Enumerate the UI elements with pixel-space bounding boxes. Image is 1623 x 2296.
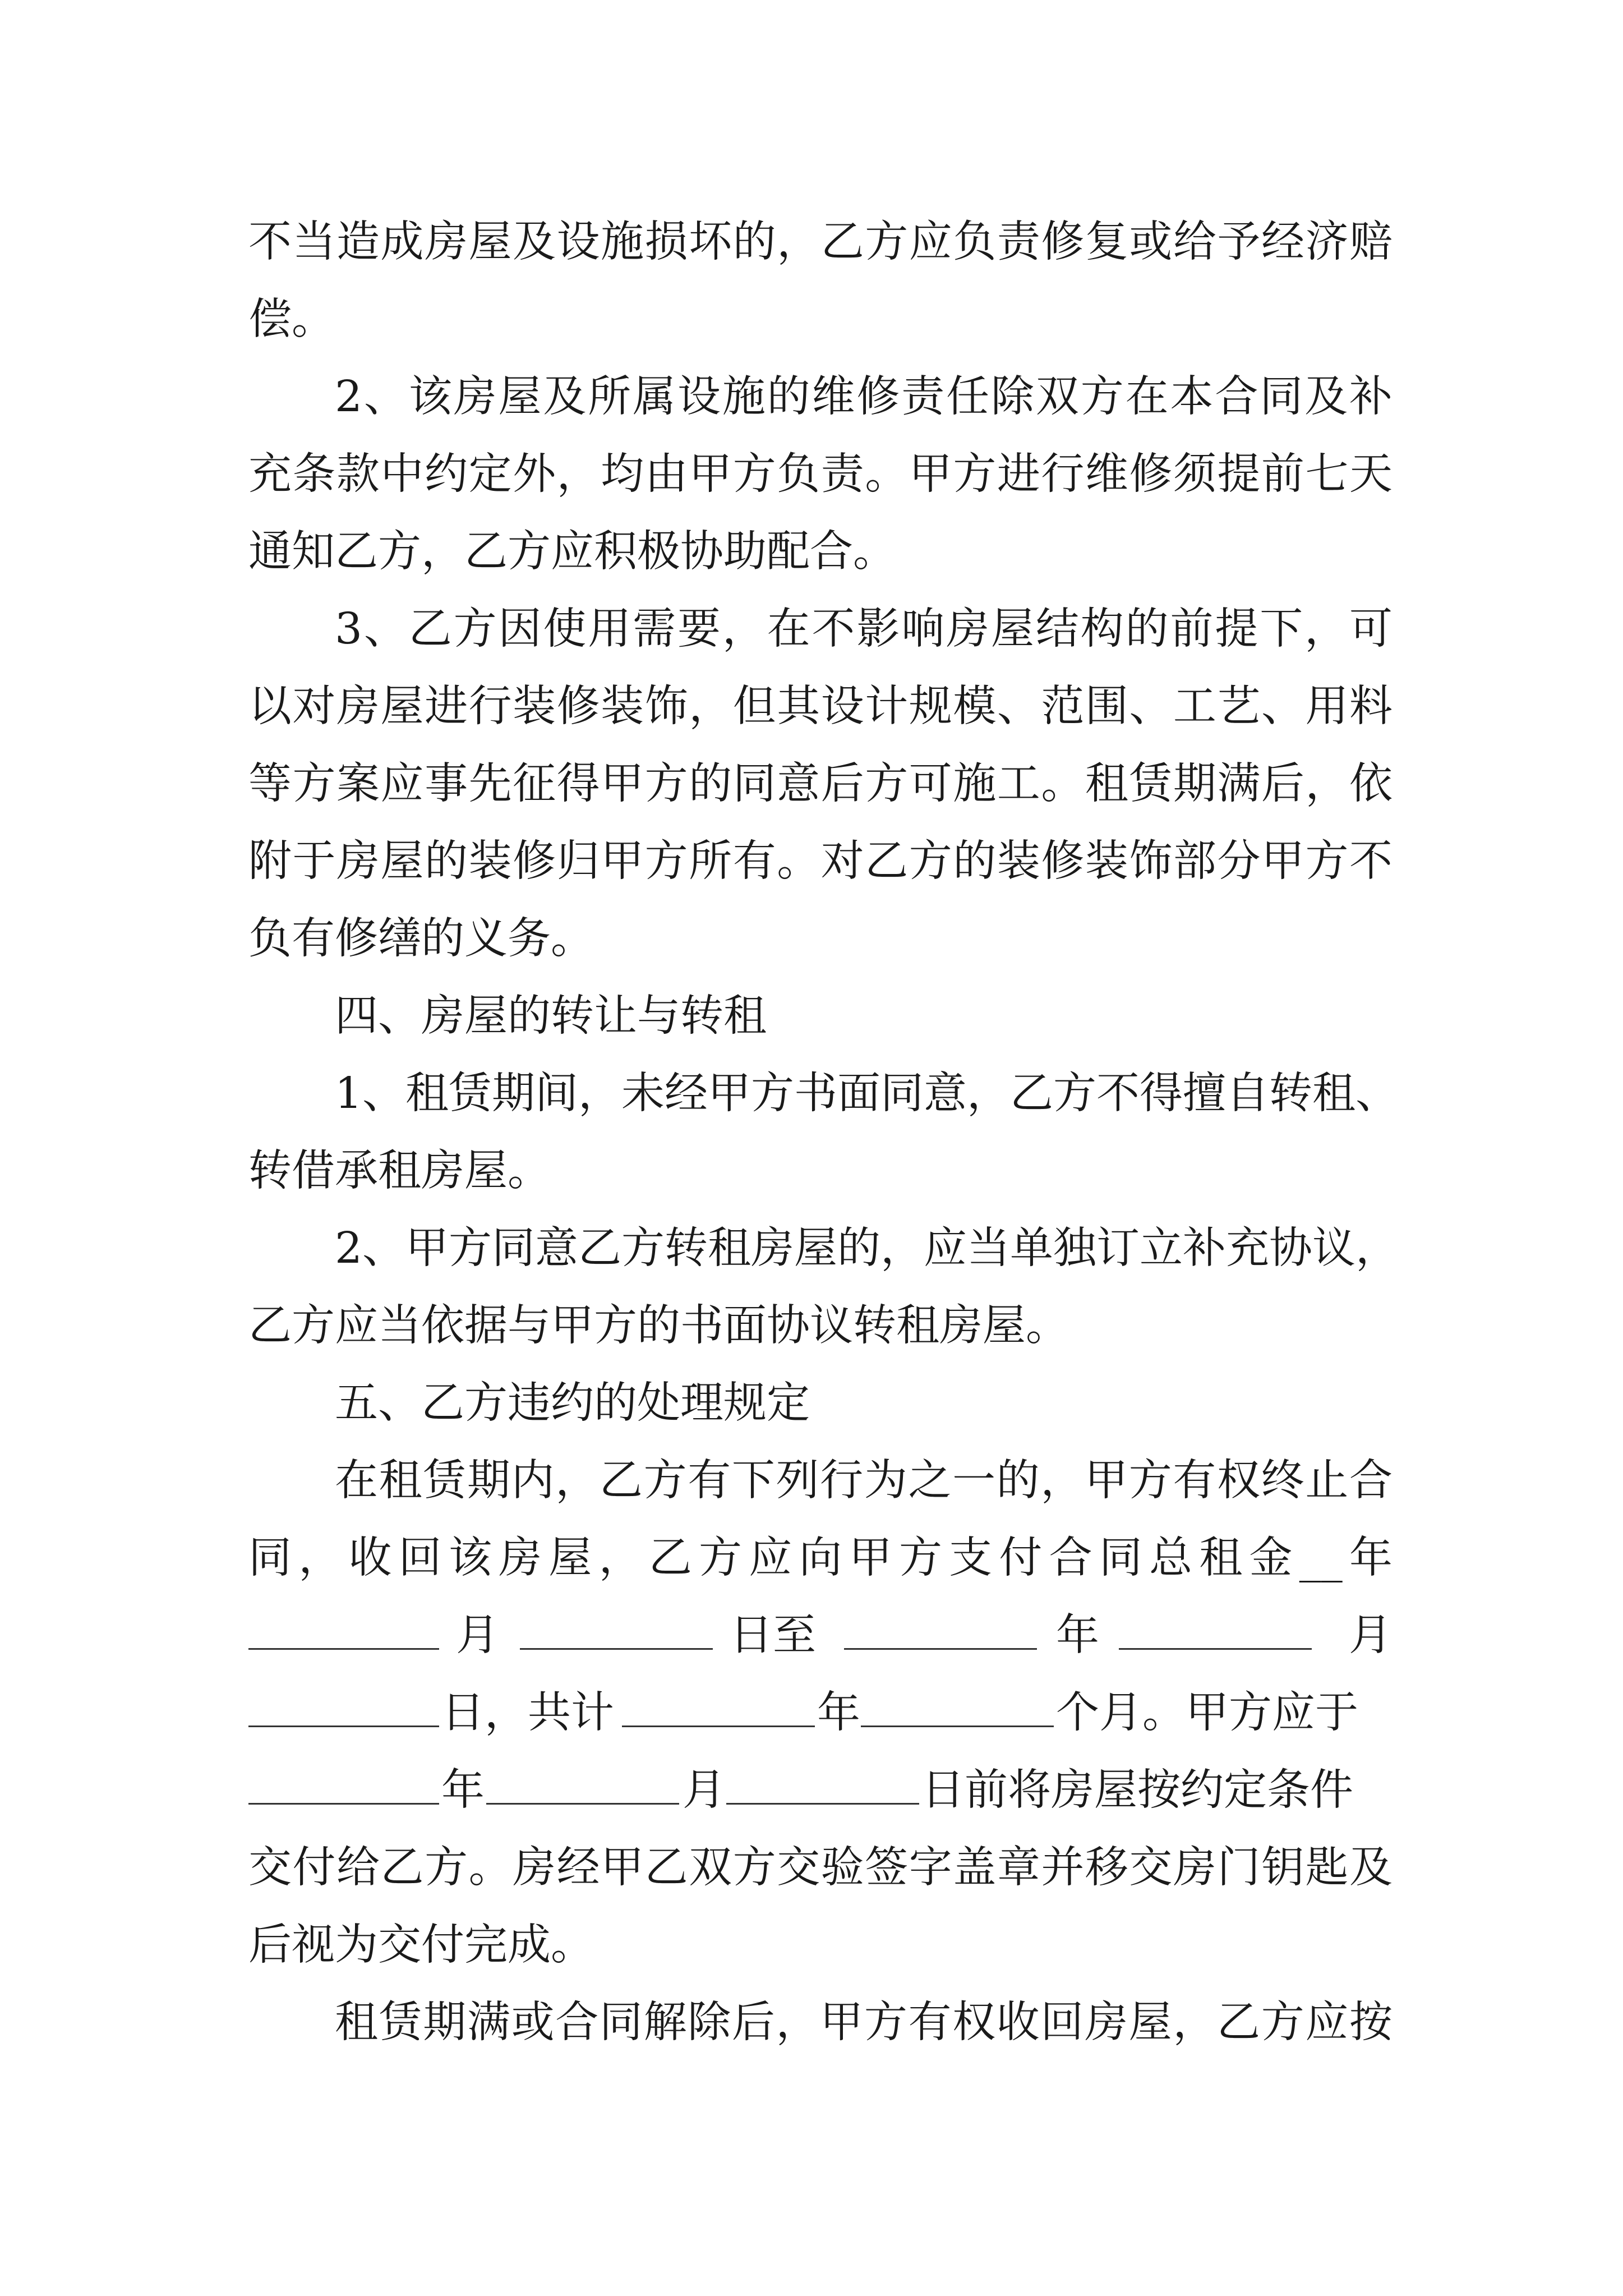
text-line: 2、该房屋及所属设施的维修责任除双方在本合同及补: [335, 372, 1393, 422]
text-line: 通知乙方，乙方应积极协助配合。: [248, 527, 896, 577]
text-line: 后视为交付完成。: [248, 1920, 594, 1970]
blank-label: 月: [456, 1611, 499, 1660]
blank-label: 日前将房屋按约定条件: [921, 1765, 1353, 1815]
text-line: 同，收回该房屋，乙方应向甲方支付合同总租金__年: [248, 1533, 1393, 1583]
document-page: [248, 0, 1399, 2296]
blank-label: 年: [441, 1765, 485, 1815]
blank-label: 日至: [730, 1611, 816, 1660]
blank-label: 年: [1056, 1611, 1099, 1660]
text-line: 偿。: [248, 295, 335, 344]
text-line: 乙方应当依据与甲方的书面协议转租房屋。: [248, 1301, 1069, 1351]
text-line: 附于房屋的装修归甲方所有。对乙方的装修装饰部分甲方不: [248, 836, 1393, 886]
text-line: 1、租赁期间，未经甲方书面同意，乙方不得擅自转租、: [335, 1069, 1399, 1119]
blank-label: 年: [817, 1688, 860, 1738]
text-line: 2、甲方同意乙方转租房屋的，应当单独订立补充协议，: [335, 1223, 1399, 1273]
text-line: 以对房屋进行装修装饰，但其设计规模、范围、工艺、用料: [248, 682, 1393, 731]
section-heading: 四、房屋的转让与转租: [335, 991, 767, 1041]
blank-label: 个月。甲方应于: [1056, 1688, 1358, 1738]
text-line: 充条款中约定外，均由甲方负责。甲方进行维修须提前七天: [248, 449, 1393, 499]
text-line: 等方案应事先征得甲方的同意后方可施工。租赁期满后，依: [248, 759, 1393, 809]
blank-label: 日，共计: [441, 1688, 614, 1738]
text-line: 不当造成房屋及设施损坏的，乙方应负责修复或给予经济赔: [248, 217, 1393, 267]
text-line: 3、乙方因使用需要，在不影响房屋结构的前提下，可: [335, 604, 1393, 654]
blank-label: 月: [683, 1765, 726, 1815]
text-line: 转借承租房屋。: [248, 1146, 551, 1196]
text-line: 在租赁期内，乙方有下列行为之一的，甲方有权终止合: [335, 1456, 1393, 1506]
blank-row: [248, 1751, 1393, 1830]
text-line: 负有修缮的义务。: [248, 914, 594, 964]
section-heading: 五、乙方违约的处理规定: [335, 1378, 810, 1428]
blank-row: [248, 1596, 1393, 1675]
blank-row: [248, 1674, 1393, 1752]
blank-label: 月: [1349, 1611, 1392, 1660]
text-line: 交付给乙方。房经甲乙双方交验签字盖章并移交房门钥匙及: [248, 1843, 1393, 1893]
text-line: 租赁期满或合同解除后，甲方有权收回房屋，乙方应按: [335, 1998, 1393, 2047]
